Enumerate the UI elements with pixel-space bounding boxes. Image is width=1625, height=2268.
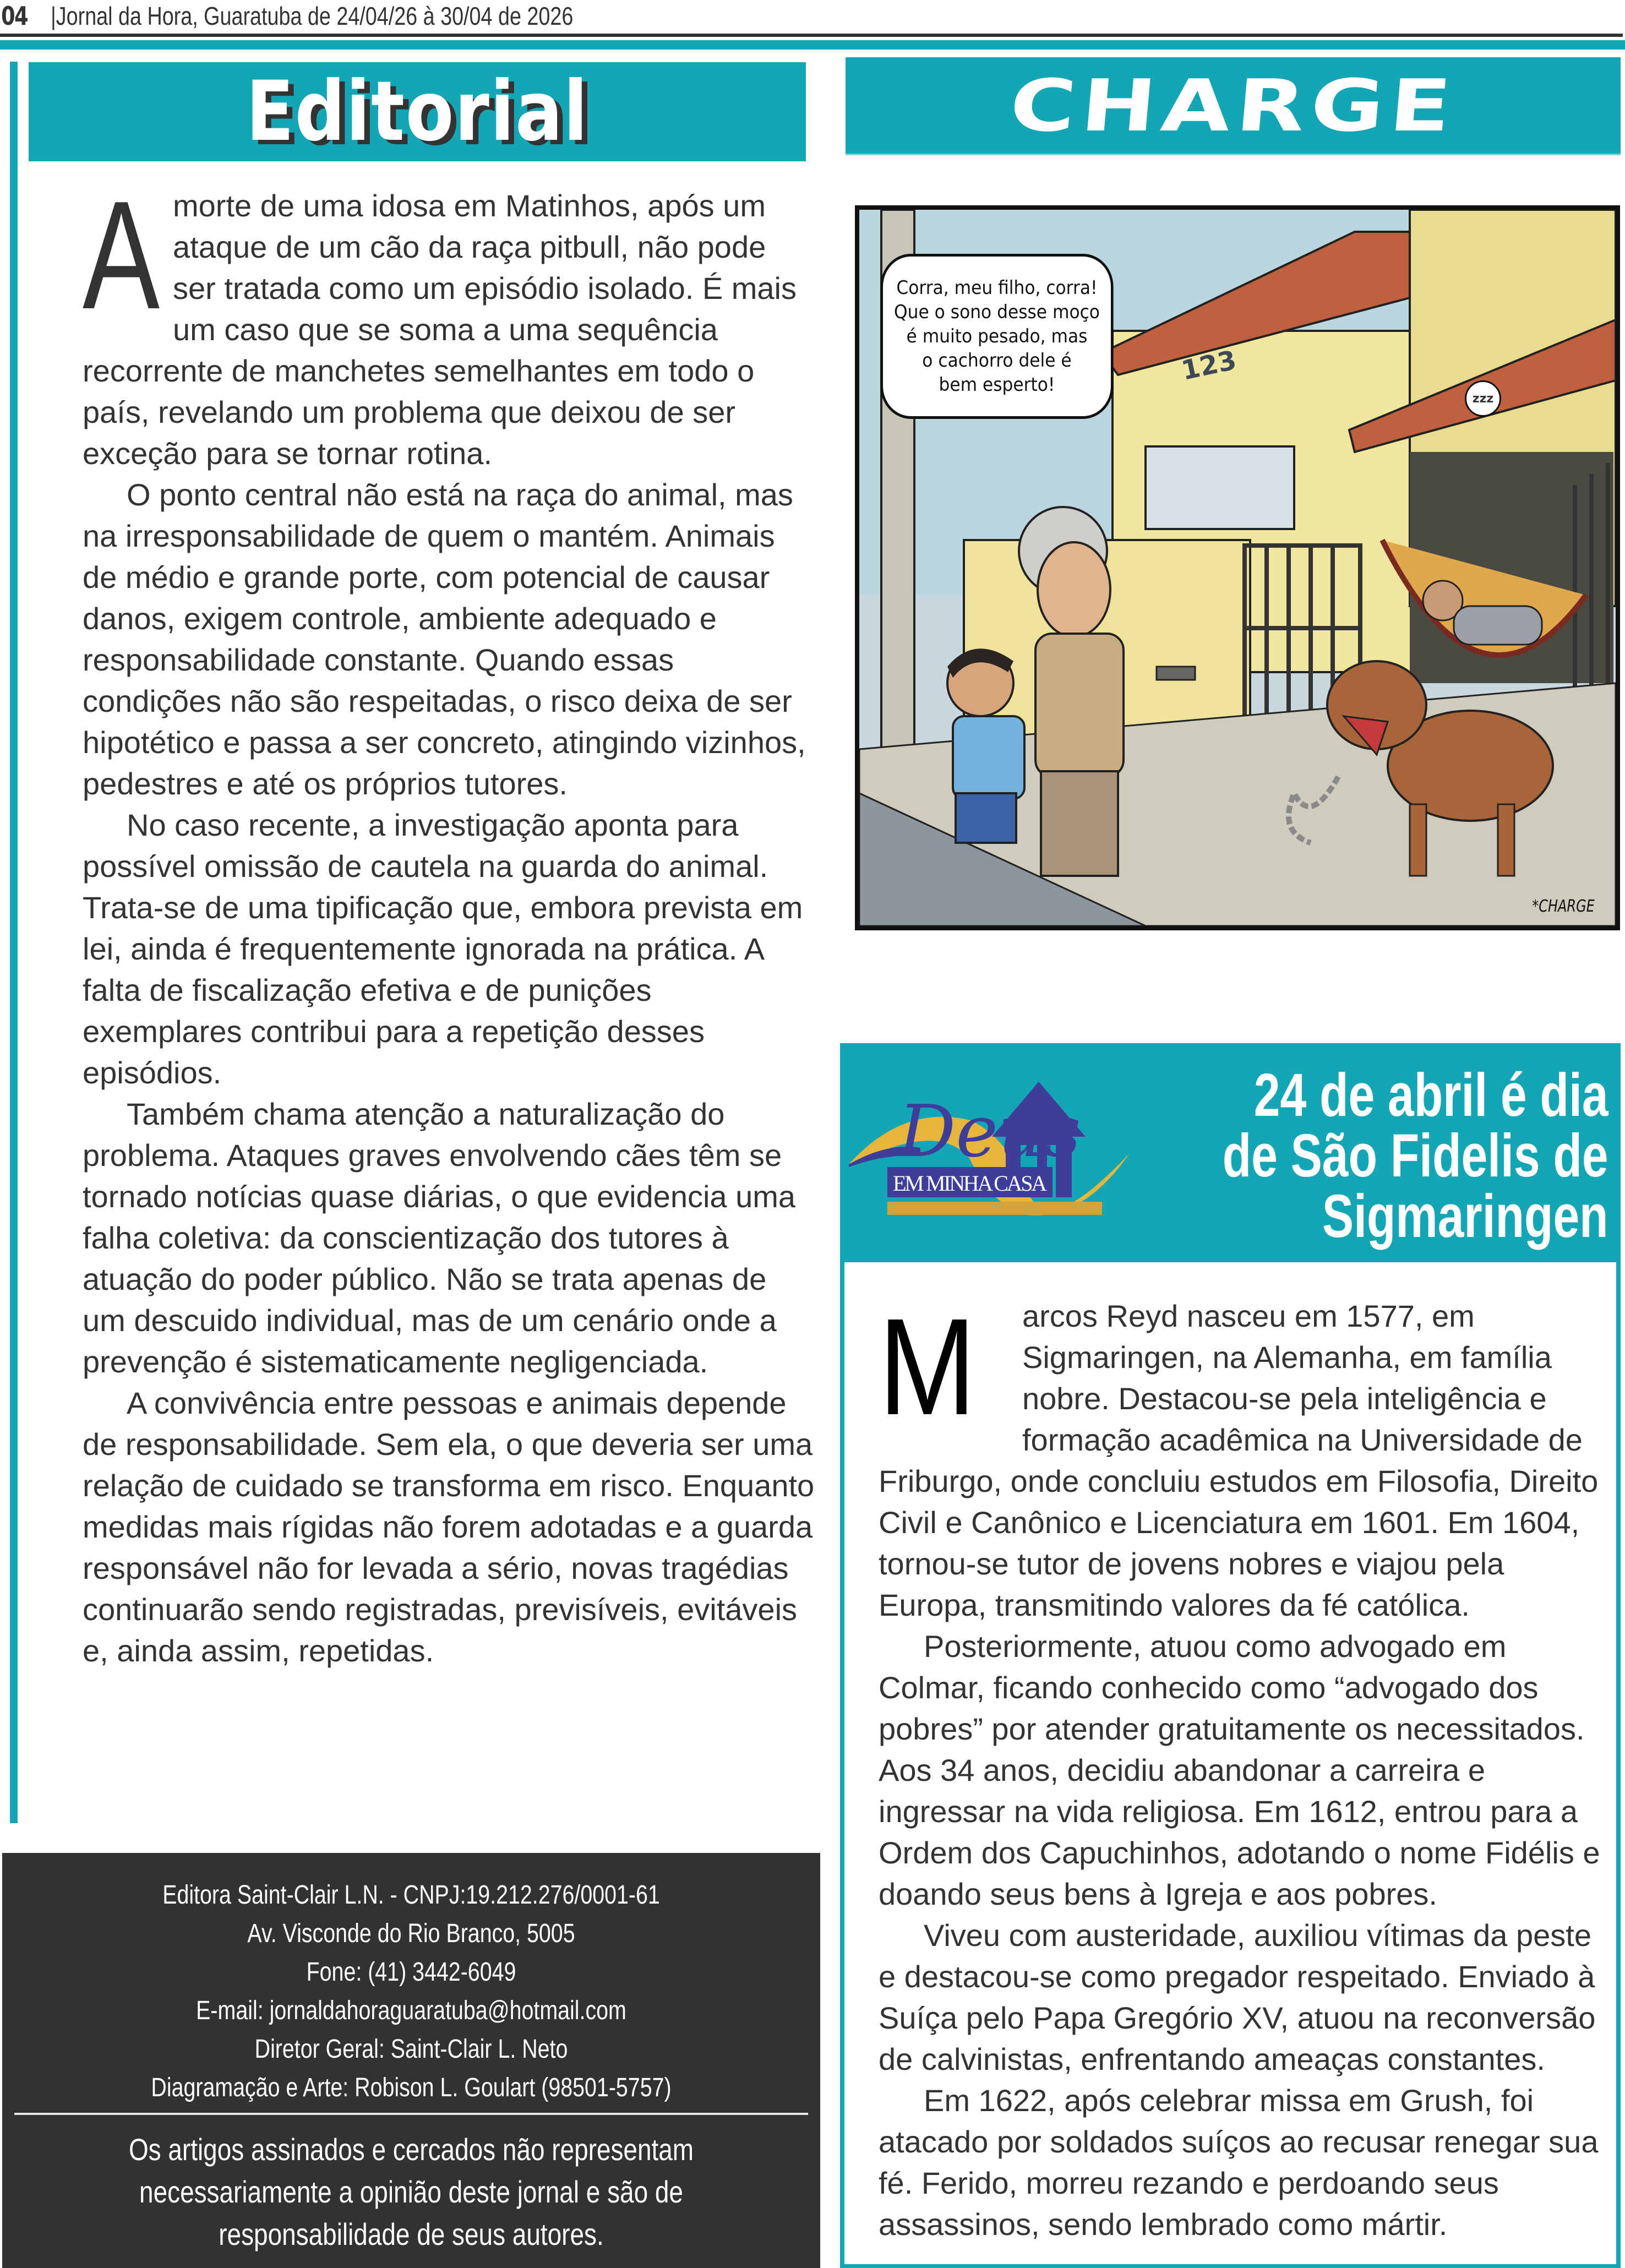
colophon-divider [14, 2113, 808, 2115]
speech-line: Corra, meu filho, corra! [896, 277, 1098, 299]
editorial-paragraph: O ponto central não está na raça do animal, mas na irresponsabilidade de quem o mantém. Animais de médio e grande porte, com potencial de causar danos, exigem controle, ambiente adequado e responsabilidade constante. Quando essas condições não são respeitadas, o risco deixa de ser hipotético e passa a ser concreto, atingindo vizinhos, pedestres e até os próprios tutores. [83, 477, 806, 801]
colophon-disclaimer [2, 2128, 820, 2255]
editorial-paragraph: A convivência entre pessoas e animais depende de responsabilidade. Sem ela, o que deveria ser uma relação de cuidado se transforma em risco. Enquanto medidas mais rígidas não forem adotadas e a guarda responsável não for levada a sério, novas tragédias continuarão sendo registradas, previsíveis, evitáveis e, ainda assim, repetidas. [83, 1386, 815, 1668]
disclaimer-line: Os artigos assinados e cercados não representam [128, 2132, 694, 2167]
grandma-face [1038, 542, 1110, 637]
logo-script-text: Deus [898, 1089, 1081, 1173]
colophon-email[interactable]: E-mail: jornaldahoraguaratuba@hotmail.com [196, 1996, 626, 2025]
saint-title-line: 24 de abril é dia [1254, 1061, 1608, 1129]
house-number: 123 [1179, 345, 1239, 386]
boy-shorts [956, 793, 1016, 843]
editorial-side-bar [10, 62, 18, 1823]
editorial-body [83, 170, 815, 1671]
editorial-paragraph: Também chama atenção a naturalização do problema. Ataques graves envolvendo cães têm se tornado notícias quase diárias, o que evidencia uma falha coletiva: da conscientização dos tutores à atuação do poder público. Não se trata apenas de um descuido individual, mas de um cenário onde a prevenção é sistematicamente negligenciada. [83, 1097, 796, 1379]
charge-title: CHARGE [1006, 63, 1460, 148]
disclaimer-line: necessariamente a opinião deste jornal e são de [139, 2174, 683, 2209]
pitbull-leg [1498, 804, 1514, 876]
saint-title [1114, 1061, 1608, 1250]
speech-line: Que o sono desse moço [894, 301, 1100, 323]
colophon-publisher: Editora Saint-Clair L.N. - CNPJ:19.212.276/0001-61 [162, 1880, 660, 1910]
saint-title-line: Sigmaringen [1322, 1182, 1608, 1250]
logo-graphic [843, 1060, 1130, 1225]
speech-line: bem esperto! [939, 374, 1055, 396]
colophon-address: Av. Visconde do Rio Branco, 5005 [247, 1919, 575, 1948]
saint-article-box [840, 1043, 1621, 2268]
boy-shirt [953, 716, 1024, 799]
saint-paragraph: Posteriormente, atuou como advogado em Colmar, ficando conhecido como “advogado dos pobres” por atender gratuitamente os necessitados. Aos 34 anos, decidiu abandonar a carreira e ingressar na vida religiosa. Em 1612, entrou para a Ordem dos Capuchinhos, adotando o nome Fidélis e doando seus bens à Igreja e aos pobres. [879, 1629, 1600, 1911]
colophon-design: Diagramação e Arte: Robison L. Goulart (98501-5757) [151, 2073, 672, 2102]
disclaimer-line: responsabilidade de seus autores. [219, 2217, 604, 2251]
charge-title-box [846, 57, 1621, 155]
saint-title-line: de São Fidelis de [1223, 1122, 1608, 1190]
grandma-legs [1041, 771, 1118, 876]
cartoon-signature: *CHARGE [1532, 897, 1595, 916]
saint-paragraph: Viveu com austeridade, auxiliou vítimas da peste e destacou-se como pregador respeitado. Enviado à Suíça pelo Papa Gregório XV, atuou na reconversão de calvinistas, enfrentando ameaças constantes. [879, 1918, 1596, 2076]
saint-paragraph [879, 1290, 1605, 1626]
sleeping-man-body [1454, 606, 1542, 645]
speech-line: o cachorro dele é [922, 350, 1072, 372]
colophon-lines [2, 1853, 820, 2107]
editorial-paragraph [83, 170, 815, 474]
speech-bubble [880, 254, 1113, 419]
cartoon-illustration [855, 205, 1620, 930]
header-rule-teal [0, 40, 1625, 50]
running-title-text: Jornal da Hora, Guaratuba de 24/04/26 à 30/04 de 2026 [56, 2, 574, 30]
editorial-title: Editorial [246, 64, 589, 160]
saint-article-content [844, 1262, 1616, 2264]
pitbull-leg [1410, 804, 1426, 876]
editorial-dropcap: A [83, 170, 160, 341]
page-number: 04 [1, 1, 28, 31]
editorial-paragraph-text: morte de uma idosa em Matinhos, após um ataque de um cão da raça pitbull, não pode ser tratada como um episódio isolado. É mais um caso que se soma a uma sequência recorrente de manchetes semelhantes em todo o país, revelando um problema que deixou de ser exceção para se tornar rotina. [83, 188, 797, 471]
saint-paragraph: Em 1622, após celebrar missa em Grush, foi atacado por soldados suíços ao recusar renegar sua fé. Ferido, morreu rezando e perdoando seus assassinos, sendo lembrado como mártir. [879, 2083, 1599, 2242]
mailbox [1157, 667, 1195, 680]
colophon-phone: Fone: (41) 3442-6049 [306, 1958, 516, 1987]
running-title [51, 1, 573, 31]
logo-band-text: EM MINHA CASA [893, 1171, 1047, 1196]
saint-header [840, 1043, 1621, 1258]
page-header [0, 0, 1625, 34]
grandma-body [1035, 634, 1124, 777]
saint-body [879, 1290, 1605, 2245]
editorial-paragraph: No caso recente, a investigação aponta para possível omissão de cautela na guarda do animal. Trata-se de uma tipificação que, embora prevista em lei, ainda é frequentemente ignorada na prática. A falta de fiscalização efetiva e de punições exemplares contribui para a repetição desses episódios. [83, 808, 803, 1090]
speech-line: é muito pesado, mas [906, 325, 1088, 347]
editorial-title-box [29, 62, 806, 161]
colophon-director: Diretor Geral: Saint-Clair L. Neto [254, 2035, 568, 2064]
deus-em-minha-casa-logo [843, 1060, 1130, 1225]
window [1146, 446, 1294, 529]
logo-gold-bar [887, 1202, 1102, 1215]
colophon-box [2, 1853, 820, 2268]
header-separator: | [51, 2, 56, 30]
sleep-bubble: zzz [1465, 380, 1501, 417]
saint-dropcap: M [879, 1290, 977, 1443]
header-rule-dark [0, 34, 1623, 37]
saint-paragraph-text: arcos Reyd nasceu em 1577, em Sigmaringen, na Alemanha, em família nobre. Destacou-se pela inteligência e formação acadêmica na Universidade de Friburgo, onde concluiu estudos em Filosofia, Direito Civil e Canônico e Licenciatura em 1601. Em 1604, tornou-se tutor de jovens nobres e viajou pela Europa, transmitindo valores da fé católica. [879, 1299, 1599, 1622]
